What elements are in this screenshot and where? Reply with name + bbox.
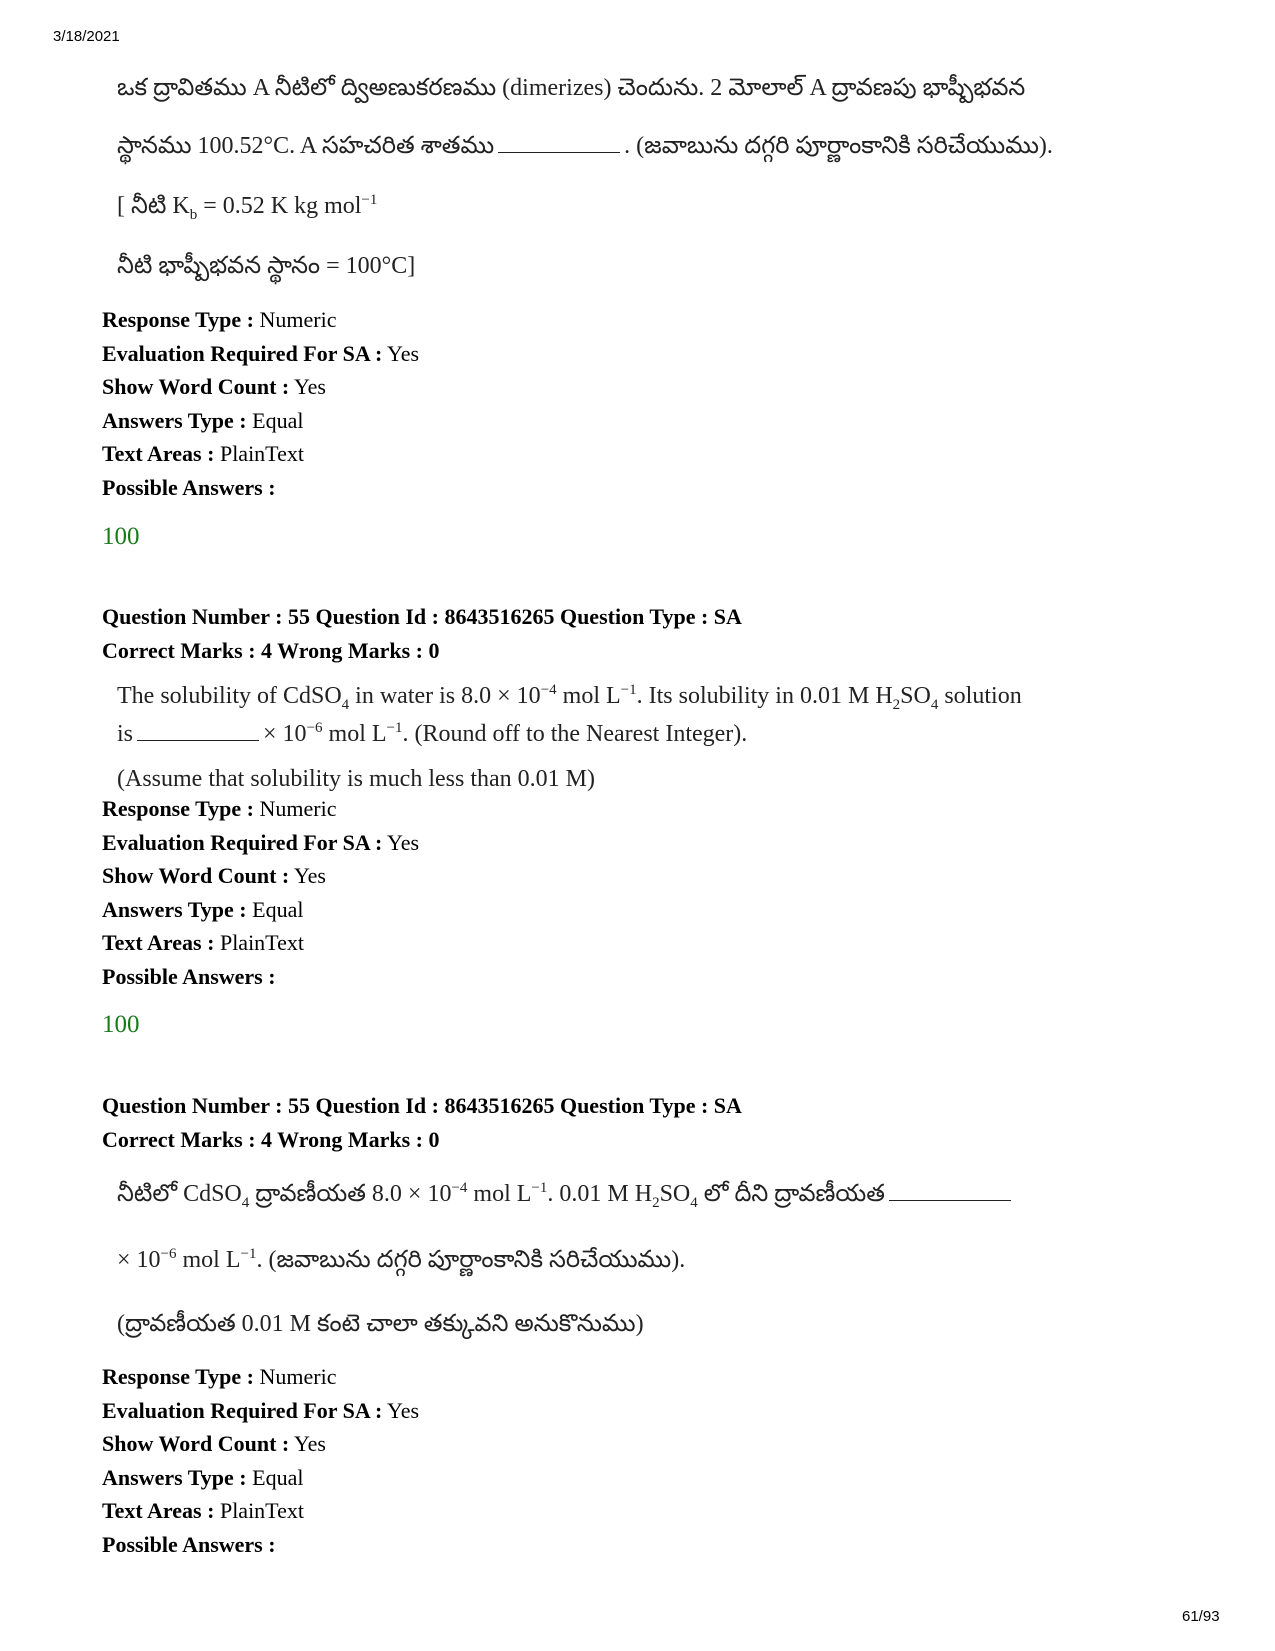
q2-text-line2 (117, 720, 747, 748)
q3-header-line1: Question Number : 55 Question Id : 8643516265 Question Type : SA (102, 1093, 742, 1118)
value-word-count: Yes (293, 1431, 326, 1456)
value-answers-type: Equal (252, 407, 304, 433)
q2-t1c: mol L (556, 683, 621, 709)
q2-header-line1: Question Number : 55 Question Id : 8643516265 Question Type : SA (102, 604, 742, 629)
q2-t2c: mol L (322, 721, 387, 747)
q2-t2d: . (Round off to the Nearest Integer). (402, 721, 748, 747)
q3-meta (102, 1360, 419, 1561)
q2-t1a: The solubility of CdSO (117, 683, 342, 709)
value-evaluation: Yes (387, 1397, 420, 1423)
value-text-areas: PlainText (219, 930, 304, 955)
q3-t2c: . (జవాబును దగ్గరి పూర్ణాంకానికి సరిచేయుము). (256, 1247, 686, 1273)
label-evaluation: Evaluation Required For SA : (102, 340, 383, 366)
q2-sup: −1 (386, 720, 403, 736)
q3-sub: 2 (652, 1194, 660, 1211)
q2-sup: −6 (306, 720, 323, 736)
label-response-type: Response Type : (102, 1364, 254, 1389)
q3-header-line2: Correct Marks : 4 Wrong Marks : 0 (102, 1127, 440, 1152)
q3-sup: −1 (531, 1180, 548, 1196)
q2-t2a: is (117, 721, 134, 747)
q2-header-line2: Correct Marks : 4 Wrong Marks : 0 (102, 638, 440, 663)
q2-answer: 100 (102, 1011, 140, 1038)
q2-sup: −1 (620, 682, 637, 698)
label-response-type: Response Type : (102, 796, 254, 821)
value-response-type: Numeric (259, 1364, 337, 1389)
q2-meta (102, 792, 419, 993)
value-evaluation: Yes (387, 340, 420, 366)
q2-sub: 4 (930, 696, 939, 713)
answer-blank (889, 1200, 1011, 1201)
q1-kb-label: [ నీటి K (117, 193, 190, 219)
label-answers-type: Answers Type : (102, 407, 247, 433)
answer-blank (137, 740, 259, 741)
value-answers-type: Equal (252, 896, 304, 922)
label-word-count: Show Word Count : (102, 863, 290, 888)
q2-t1d: . Its solubility in 0.01 M H (636, 683, 893, 709)
label-answers-type: Answers Type : (102, 896, 247, 922)
value-text-areas: PlainText (219, 441, 304, 466)
q1-text-line1: ఒక ద్రావితము A నీటిలో ద్విఅణుకరణము (dimerizes) చెందును. 2 మోలాల్ A ద్రావణపు భాష్పీభవన (117, 75, 1026, 101)
q2-header (102, 600, 742, 668)
q3-text-line1 (117, 1180, 1015, 1213)
q3-sup: −6 (160, 1246, 177, 1262)
q3-sup: −4 (451, 1180, 468, 1196)
q3-sub: 4 (690, 1194, 698, 1211)
q3-t1d: . 0.01 M H (547, 1181, 653, 1207)
q1-meta (102, 303, 419, 504)
q1-text-line2-a: స్థానము 100.52°C. A సహచరిత శాతము (117, 133, 495, 159)
label-text-areas: Text Areas : (102, 1498, 215, 1523)
q1-kb-sup: −1 (361, 192, 378, 208)
q2-sup: −4 (540, 682, 557, 698)
q3-t1e: SO (659, 1181, 691, 1207)
q2-t1e: SO (900, 683, 931, 709)
label-possible-answers: Possible Answers : (102, 1531, 276, 1557)
q1-kb-value: = 0.52 K kg mol (197, 193, 362, 219)
q3-t1f: లో దీని ద్రావణీయత (697, 1181, 885, 1207)
q3-t1b: ద్రావణీయత 8.0 × 10 (249, 1181, 452, 1207)
label-word-count: Show Word Count : (102, 1431, 290, 1456)
q1-constant-line (117, 192, 377, 225)
q2-t1b: in water is 8.0 × 10 (349, 683, 541, 709)
label-word-count: Show Word Count : (102, 374, 290, 399)
value-answers-type: Equal (252, 1464, 304, 1490)
q3-header (102, 1089, 742, 1157)
q3-text-line2 (117, 1246, 685, 1279)
print-date: 3/18/2021 (53, 28, 120, 45)
label-answers-type: Answers Type : (102, 1464, 247, 1490)
label-possible-answers: Possible Answers : (102, 963, 276, 989)
label-text-areas: Text Areas : (102, 930, 215, 955)
q1-kb-sub: b (189, 206, 198, 223)
q2-t2b: × 10 (263, 721, 307, 747)
q2-t1f: solution (938, 683, 1022, 709)
q2-sub: 4 (341, 696, 350, 713)
value-word-count: Yes (293, 374, 326, 399)
page-number: 61/93 (1182, 1608, 1220, 1625)
q3-t2a: × 10 (117, 1247, 161, 1273)
q2-text-line3: (Assume that solubility is much less than 0.01 M) (117, 766, 595, 792)
value-response-type: Numeric (259, 796, 337, 821)
label-response-type: Response Type : (102, 307, 254, 332)
q1-text-line2-b: . (జవాబును దగ్గరి పూర్ణాంకానికి సరిచేయుము). (624, 133, 1053, 159)
answer-blank (498, 152, 620, 153)
q3-text-line3: (ద్రావణీయత 0.01 M కంటె చాలా తక్కువని అనుకొనుము) (117, 1311, 644, 1337)
q3-sup: −1 (240, 1246, 257, 1262)
q3-t2b: mol L (176, 1247, 241, 1273)
q3-t1a: నీటిలో CdSO (117, 1181, 242, 1207)
q2-text-line1 (117, 682, 1022, 714)
value-response-type: Numeric (259, 307, 337, 332)
q1-text-line2 (117, 132, 1053, 165)
label-text-areas: Text Areas : (102, 441, 215, 466)
label-evaluation: Evaluation Required For SA : (102, 829, 383, 855)
q3-sub: 4 (241, 1194, 250, 1211)
q2-sub: 2 (892, 696, 901, 713)
label-evaluation: Evaluation Required For SA : (102, 1397, 383, 1423)
value-evaluation: Yes (387, 829, 420, 855)
q1-answer: 100 (102, 523, 140, 550)
value-text-areas: PlainText (219, 1498, 304, 1523)
q1-bp-line: నీటి భాష్పీభవన స్థానం = 100°C] (117, 253, 416, 279)
label-possible-answers: Possible Answers : (102, 474, 276, 500)
q3-t1c: mol L (467, 1181, 532, 1207)
value-word-count: Yes (293, 863, 326, 888)
